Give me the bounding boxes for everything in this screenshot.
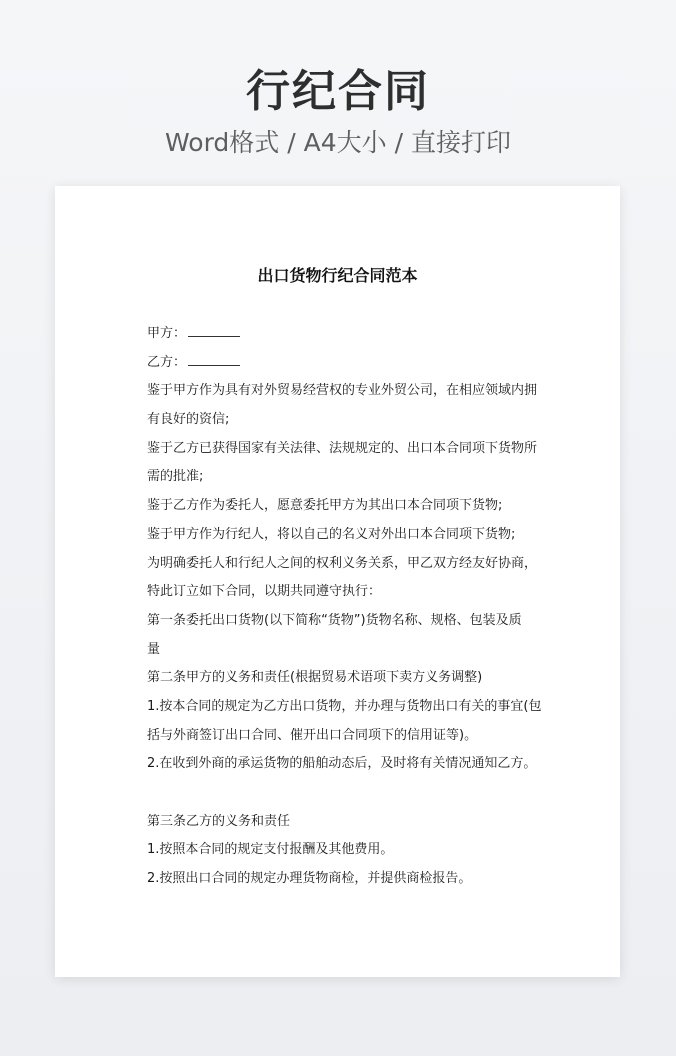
- article-1-heading: 第一条委托出口货物(以下简称“货物”)货物名称、规格、包装及质: [147, 612, 522, 628]
- text-line: 鉴于甲方作为具有对外贸易经营权的专业外贸公司，在相应领域内拥: [147, 383, 538, 399]
- banner-subtitle: Word格式 / A4大小 / 直接打印: [165, 128, 511, 157]
- text-line: 2.在收到外商的承运货物的船舶动态后，及时将有关情况通知乙方。: [147, 756, 537, 772]
- party-b-line: [147, 349, 547, 378]
- text-line: 2.按照出口合同的规定办理货物商检，并提供商检报告。: [147, 871, 472, 887]
- document-title: 出口货物行纪合同范本: [257, 266, 418, 285]
- party-a-label: 甲方：: [147, 326, 187, 341]
- banner-title: 行纪合同: [246, 66, 430, 117]
- party-b-blank: [188, 352, 240, 366]
- document-page: [55, 186, 620, 977]
- header-banner: [0, 62, 676, 160]
- paragraph-gap: [147, 779, 547, 808]
- party-a-blank: [188, 323, 240, 337]
- document-body: [147, 320, 547, 894]
- party-b-label: 乙方：: [147, 354, 187, 370]
- text-line: 量: [147, 641, 161, 657]
- text-line: 特此订立如下合同，以期共同遵守执行：: [147, 584, 382, 600]
- article-2-heading: 第二条甲方的义务和责任(根据贸易术语项下卖方义务调整): [147, 670, 483, 686]
- text-line: 为明确委托人和行纪人之间的权利义务关系，甲乙双方经友好协商，: [147, 555, 538, 571]
- text-line: 鉴于甲方作为行纪人，将以自己的名义对外出口本合同项下货物;: [147, 526, 516, 542]
- text-line: 需的批准;: [147, 469, 204, 485]
- text-line: 括与外商签订出口合同、催开出口合同项下的信用证等)。: [147, 727, 478, 743]
- party-a-line: [147, 320, 547, 349]
- text-line: 有良好的资信;: [147, 412, 230, 428]
- text-line: 1.按照本合同的规定支付报酬及其他费用。: [147, 842, 394, 858]
- text-line: 鉴于乙方作为委托人，愿意委托甲方为其出口本合同项下货物;: [147, 498, 503, 514]
- text-line: 鉴于乙方已获得国家有关法律、法规规定的、出口本合同项下货物所: [147, 440, 538, 456]
- text-line: 1.按本合同的规定为乙方出口货物，并办理与货物出口有关的事宜(包: [147, 698, 542, 714]
- article-3-heading: 第三条乙方的义务和责任: [147, 813, 291, 829]
